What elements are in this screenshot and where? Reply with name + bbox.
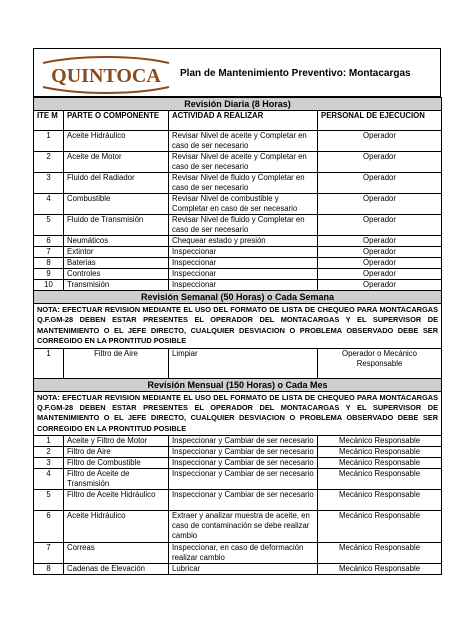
staff: Operador [318, 258, 442, 269]
maintenance-table [33, 97, 442, 575]
col-activity: ACTIVIDAD A REALIZAR [169, 111, 318, 131]
activity: Inspeccionar [169, 280, 318, 291]
activity: Extraer y analizar muestra de aceite, en caso de contaminación se debe realizar cambio [169, 511, 318, 543]
item-number: 6 [34, 236, 64, 247]
staff: Mecánico Responsable [318, 436, 442, 447]
staff: Operador [318, 173, 442, 194]
table-row [34, 258, 442, 269]
maintenance-document [33, 48, 441, 575]
item-number: 3 [34, 458, 64, 469]
staff: Operador [318, 194, 442, 215]
staff: Mecánico Responsable [318, 543, 442, 564]
item-number: 1 [34, 348, 64, 378]
activity: Inspeccionar y Cambiar de ser necesario [169, 447, 318, 458]
table-header-row [34, 111, 442, 131]
part-name: Baterias [64, 258, 169, 269]
monthly-title: Revisión Mensual (150 Horas) o Cada Mes [34, 378, 442, 391]
activity: Inspeccionar y Cambiar de ser necesario [169, 490, 318, 511]
item-number: 5 [34, 215, 64, 236]
part-name: Transmisión [64, 280, 169, 291]
weekly-note-row [34, 304, 442, 349]
logo-text: QUINTOCA [51, 65, 161, 87]
staff: Operador [318, 236, 442, 247]
part-name: Aceite y Filtro de Motor [64, 436, 169, 447]
activity: Inspeccionar y Cambiar de ser necesario [169, 469, 318, 490]
document-title: Plan de Mantenimiento Preventivo: Montacargas [180, 68, 411, 79]
part-name: Cadenas de Elevación [64, 564, 169, 575]
table-row [34, 490, 442, 511]
section-monthly-title [34, 378, 442, 391]
section-daily-title [34, 98, 442, 111]
staff: Mecánico Responsable [318, 564, 442, 575]
item-number: 1 [34, 131, 64, 152]
part-name: Extintor [64, 247, 169, 258]
part-name: Neumáticos [64, 236, 169, 247]
item-number: 7 [34, 543, 64, 564]
activity: Revisar Nivel de fluido y Completar en caso de ser necesario [169, 215, 318, 236]
item-number: 4 [34, 194, 64, 215]
staff: Operador o Mecánico Responsable [318, 348, 442, 378]
part-name: Filtro de Combustible [64, 458, 169, 469]
item-number: 4 [34, 469, 64, 490]
part-name: Aceite de Motor [64, 152, 169, 173]
item-number: 10 [34, 280, 64, 291]
table-row [34, 131, 442, 152]
staff: Mecánico Responsable [318, 511, 442, 543]
staff: Operador [318, 131, 442, 152]
activity: Inspeccionar y Cambiar de ser necesario [169, 436, 318, 447]
activity: Limpiar [169, 348, 318, 378]
staff: Mecánico Responsable [318, 447, 442, 458]
table-row [34, 348, 442, 378]
staff: Operador [318, 269, 442, 280]
part-name: Fluido de Transmisión [64, 215, 169, 236]
item-number: 1 [34, 436, 64, 447]
part-name: Fluido del Radiador [64, 173, 169, 194]
table-row [34, 173, 442, 194]
part-name: Aceite Hidráulico [64, 131, 169, 152]
part-name: Filtro de Aceite de Transmisión [64, 469, 169, 490]
activity: Lubricar [169, 564, 318, 575]
part-name: Combustible [64, 194, 169, 215]
activity: Revisar Nivel de fluido y Completar en caso de ser necesario [169, 173, 318, 194]
section-weekly-title [34, 291, 442, 304]
activity: Revisar Nivel de aceite y Completar en caso de ser necesario [169, 131, 318, 152]
part-name: Filtro de Aire [64, 348, 169, 378]
staff: Mecánico Responsable [318, 469, 442, 490]
part-name: Controles [64, 269, 169, 280]
table-row [34, 280, 442, 291]
staff: Mecánico Responsable [318, 458, 442, 469]
col-part: PARTE O COMPONENTE [64, 111, 169, 131]
table-row [34, 152, 442, 173]
activity: Inspeccionar y Cambiar de ser necesario [169, 458, 318, 469]
staff: Operador [318, 280, 442, 291]
table-row [34, 543, 442, 564]
part-name: Filtro de Aire [64, 447, 169, 458]
weekly-title: Revisión Semanal (50 Horas) o Cada Semana [34, 291, 442, 304]
part-name: Filtro de Aceite Hidráulico [64, 490, 169, 511]
table-row [34, 236, 442, 247]
part-name: Aceite Hidráulico [64, 511, 169, 543]
item-number: 2 [34, 447, 64, 458]
staff: Operador [318, 215, 442, 236]
weekly-note: NOTA: EFECTUAR REVISION MEDIANTE EL USO DEL FORMATO DE LISTA DE CHEQUEO PARA MONTACARGAS Q.F.GM-28 DEBEN ESTAR PRESENTES EL OPERADOR DEL MONTACARGAS Y EL SUPERVISOR DE MANTENIMIENTO O EL JEFE DIRECTO, CUALQUIER DESVIACION O PROBLEMA OBSERVADO DEBE SER CORREGIDO EN LA PRONTITUD POSIBLE [34, 304, 442, 349]
monthly-note: NOTA: EFECTUAR REVISION MEDIANTE EL USO DEL FORMATO DE LISTA DE CHEQUEO PARA MONTACARGAS Q.F.GM-28 DEBEN ESTAR PRESENTES EL OPERADOR DEL MONTACARGAS Y EL SUPERVISOR DE MANTENIMIENTO O EL JEFE DIRECTO, CUALQUIER DESVIACION O PROBLEMA OBSERVADO DEBE SER CORREGIDO EN LA PRONTITUD POSIBLE [34, 391, 442, 436]
staff: Operador [318, 152, 442, 173]
monthly-note-row [34, 391, 442, 436]
table-row [34, 194, 442, 215]
activity: Chequear estado y presión [169, 236, 318, 247]
item-number: 3 [34, 173, 64, 194]
table-row [34, 215, 442, 236]
table-row [34, 247, 442, 258]
col-item: ITE M [34, 111, 64, 131]
part-name: Correas [64, 543, 169, 564]
daily-title: Revisión Diaria (8 Horas) [34, 98, 442, 111]
table-row [34, 511, 442, 543]
activity: Inspeccionar [169, 258, 318, 269]
table-row [34, 564, 442, 575]
item-number: 8 [34, 258, 64, 269]
item-number: 5 [34, 490, 64, 511]
col-staff: PERSONAL DE EJECUCION [318, 111, 442, 131]
activity: Inspeccionar [169, 269, 318, 280]
table-row [34, 269, 442, 280]
table-row [34, 436, 442, 447]
item-number: 8 [34, 564, 64, 575]
activity: Inspeccionar, en caso de deformación realizar cambio [169, 543, 318, 564]
quintoca-logo [39, 56, 173, 94]
activity: Revisar Nivel de aceite y Completar en caso de ser necesario [169, 152, 318, 173]
activity: Revisar Nivel de combustible y Completar en caso de ser necesario [169, 194, 318, 215]
staff: Operador [318, 247, 442, 258]
table-row [34, 458, 442, 469]
item-number: 2 [34, 152, 64, 173]
staff: Mecánico Responsable [318, 490, 442, 511]
item-number: 9 [34, 269, 64, 280]
table-row [34, 469, 442, 490]
table-row [34, 447, 442, 458]
activity: Inspeccionar [169, 247, 318, 258]
item-number: 6 [34, 511, 64, 543]
document-header [33, 48, 441, 97]
item-number: 7 [34, 247, 64, 258]
